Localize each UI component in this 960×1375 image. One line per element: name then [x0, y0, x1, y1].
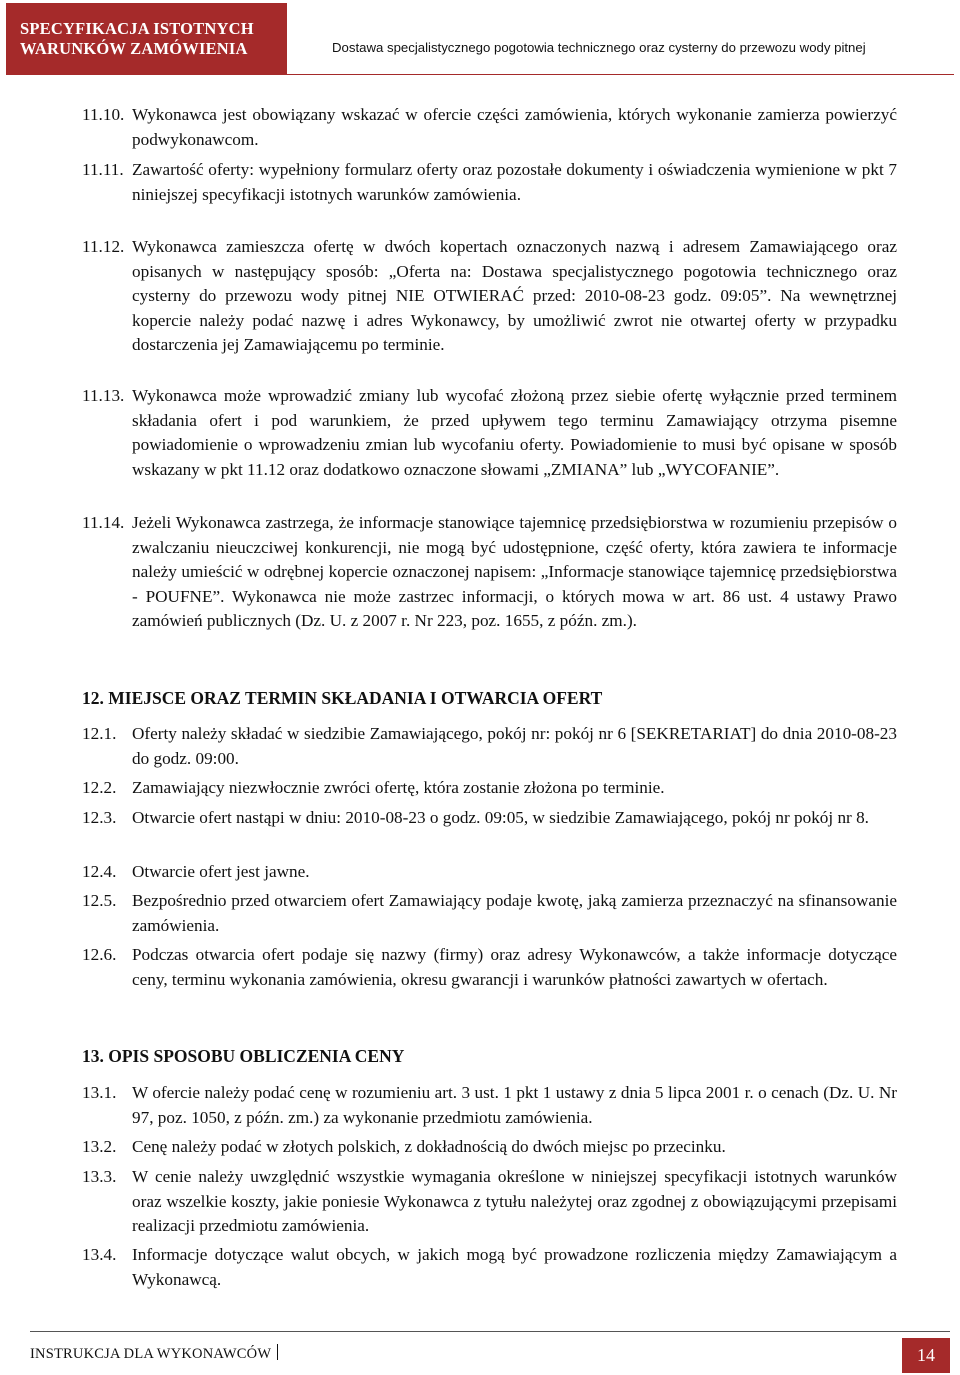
- paragraph-number: 13.1.: [82, 1083, 117, 1102]
- paragraph-number: 12.3.: [82, 808, 117, 827]
- paragraph-12-3: [82, 806, 897, 831]
- paragraph-13-1: [82, 1081, 897, 1130]
- page-number: 14: [902, 1338, 950, 1373]
- paragraph-text: W cenie należy uwzględnić wszystkie wymagania określone w niniejszej specyfikacji istotnych warunków oraz wszelkie koszty, jakie poniesie Wykonawca z tytułu należytej oraz zgodnej z obowiązującymi przepisami realizacji przedmiotu zamówienia.: [132, 1167, 897, 1235]
- paragraph-13-3: [82, 1165, 897, 1239]
- paragraph-11-10: [82, 103, 897, 152]
- paragraph-number: 13.4.: [82, 1245, 117, 1264]
- paragraph-text: Otwarcie ofert jest jawne.: [132, 862, 310, 881]
- paragraph-11-13: [82, 384, 897, 482]
- paragraph-12-1: [82, 722, 897, 771]
- paragraph-number: 12.6.: [82, 945, 117, 964]
- paragraph-11-14: [82, 511, 897, 634]
- paragraph-text: Cenę należy podać w złotych polskich, z dokładnością do dwóch miejsc po przecinku.: [132, 1137, 726, 1156]
- paragraph-text: Zawartość oferty: wypełniony formularz oferty oraz pozostałe dokumenty i oświadczenia wymienione w pkt 7 niniejszej specyfikacji istotnych warunków zamówienia.: [132, 160, 897, 204]
- paragraph-text: Otwarcie ofert nastąpi w dniu: 2010-08-23 o godz. 09:05, w siedzibie Zamawiającego, pokój nr pokój nr 8.: [132, 808, 869, 827]
- paragraph-text: Informacje dotyczące walut obcych, w jakich mogą być prowadzone rozliczenia między Zamawiającym a Wykonawcą.: [132, 1245, 897, 1289]
- paragraph-text: Jeżeli Wykonawca zastrzega, że informacje stanowiące tajemnicę przedsiębiorstwa w rozumieniu przepisów o zwalczaniu nieuczciwej konkurencji, nie mogą być udostępnione, część oferty, która zawiera te informacje należy umieścić w odrębnej kopercie oznaczonej napisem: „Informacje stanowiące tajemnicę przedsiębiorstwa - POUFNE”. Wykonawca nie może zastrzec informacji, o których mowa w art. 86 ust. 4 ustawy Prawo zamówień publicznych (Dz. U. z 2007 r. Nr 223, poz. 1655, z późn. zm.).: [132, 513, 897, 630]
- paragraph-12-5: [82, 889, 897, 938]
- paragraph-number: 11.12.: [82, 237, 125, 256]
- paragraph-text: Wykonawca zamieszcza ofertę w dwóch kopertach oznaczonych nazwą i adresem Zamawiającego oraz opisanych w następujący sposób: „Oferta na: Dostawa specjalistycznego pogotowia technicznego oraz cysterny do przewozu wody pitnej NIE OTWIERAĆ przed: 2010-08-23 godz. 09:05”. Na wewnętrznej kopercie należy podać nazwę i adres Wykonawcy, by umożliwić zwrot nie otwartej oferty w przypadku dostarczenia jej Zamawiającemu po terminie.: [132, 237, 897, 354]
- page-footer: [30, 1331, 950, 1372]
- paragraph-number: 12.2.: [82, 778, 117, 797]
- document-title: Dostawa specjalistycznego pogotowia technicznego oraz cysterny do przewozu wody pitnej: [287, 3, 954, 75]
- paragraph-text: Zamawiający niezwłocznie zwróci ofertę, która zostanie złożona po terminie.: [132, 778, 665, 797]
- paragraph-13-4: [82, 1243, 897, 1292]
- section-13-heading: 13. OPIS SPOSOBU OBLICZENIA CENY: [82, 1046, 405, 1066]
- paragraph-text: Oferty należy składać w siedzibie Zamawiającego, pokój nr: pokój nr 6 [SEKRETARIAT] do dnia 2010-08-23 do godz. 09:00.: [132, 724, 897, 768]
- paragraph-number: 12.4.: [82, 862, 117, 881]
- footer-separator: [277, 1344, 278, 1360]
- document-type-banner: [6, 3, 287, 75]
- paragraph-11-11: [82, 158, 897, 207]
- paragraph-number: 13.3.: [82, 1167, 117, 1186]
- paragraph-number: 11.10.: [82, 105, 125, 124]
- paragraph-13-2: [82, 1135, 897, 1160]
- paragraph-12-2: [82, 776, 897, 801]
- paragraph-number: 11.11.: [82, 160, 124, 179]
- paragraph-text: Podczas otwarcia ofert podaje się nazwy (firmy) oraz adresy Wykonawców, a także informacje dotyczące ceny, terminu wykonania zamówienia, okresu gwarancji i warunków płatności zawartych w ofertach.: [132, 945, 897, 989]
- section-12-heading: 12. MIEJSCE ORAZ TERMIN SKŁADANIA I OTWARCIA OFERT: [82, 688, 603, 708]
- paragraph-12-6: [82, 943, 897, 992]
- banner-line-1: SPECYFIKACJA ISTOTNYCH: [20, 19, 254, 38]
- paragraph-text: Wykonawca może wprowadzić zmiany lub wycofać złożoną przez siebie ofertę wyłącznie przed terminem składania ofert i pod warunkiem, że przed upływem tego terminu Zamawiający otrzyma pisemne powiadomienie o wprowadzeniu zmian lub wycofaniu oferty. Powiadomienie to musi być opisane w sposób wskazany w pkt 11.12 oraz dodatkowo oznaczone słowami „ZMIANA” lub „WYCOFANIE”.: [132, 386, 897, 479]
- paragraph-text: W ofercie należy podać cenę w rozumieniu art. 3 ust. 1 pkt 1 ustawy z dnia 5 lipca 2001 r. o cenach (Dz. U. Nr 97, poz. 1050, z późn. zm.) za wykonanie przedmiotu zamówienia.: [132, 1083, 897, 1127]
- paragraph-text: Wykonawca jest obowiązany wskazać w ofercie części zamówienia, których wykonanie zamierza powierzyć podwykonawcom.: [132, 105, 897, 149]
- paragraph-number: 11.13.: [82, 386, 125, 405]
- paragraph-number: 12.1.: [82, 724, 117, 743]
- paragraph-number: 13.2.: [82, 1137, 117, 1156]
- footer-label: [30, 1344, 278, 1363]
- paragraph-number: 12.5.: [82, 891, 117, 910]
- page-header: [0, 0, 960, 78]
- paragraph-number: 11.14.: [82, 513, 125, 532]
- paragraph-12-4: [82, 860, 897, 885]
- paragraph-text: Bezpośrednio przed otwarciem ofert Zamawiający podaje kwotę, jaką zamierza przeznaczyć na sfinansowanie zamówienia.: [132, 891, 897, 935]
- paragraph-11-12: [82, 235, 897, 358]
- footer-label-text: INSTRUKCJA DLA WYKONAWCÓW: [30, 1346, 272, 1362]
- banner-line-2: WARUNKÓW ZAMÓWIENIA: [20, 39, 248, 58]
